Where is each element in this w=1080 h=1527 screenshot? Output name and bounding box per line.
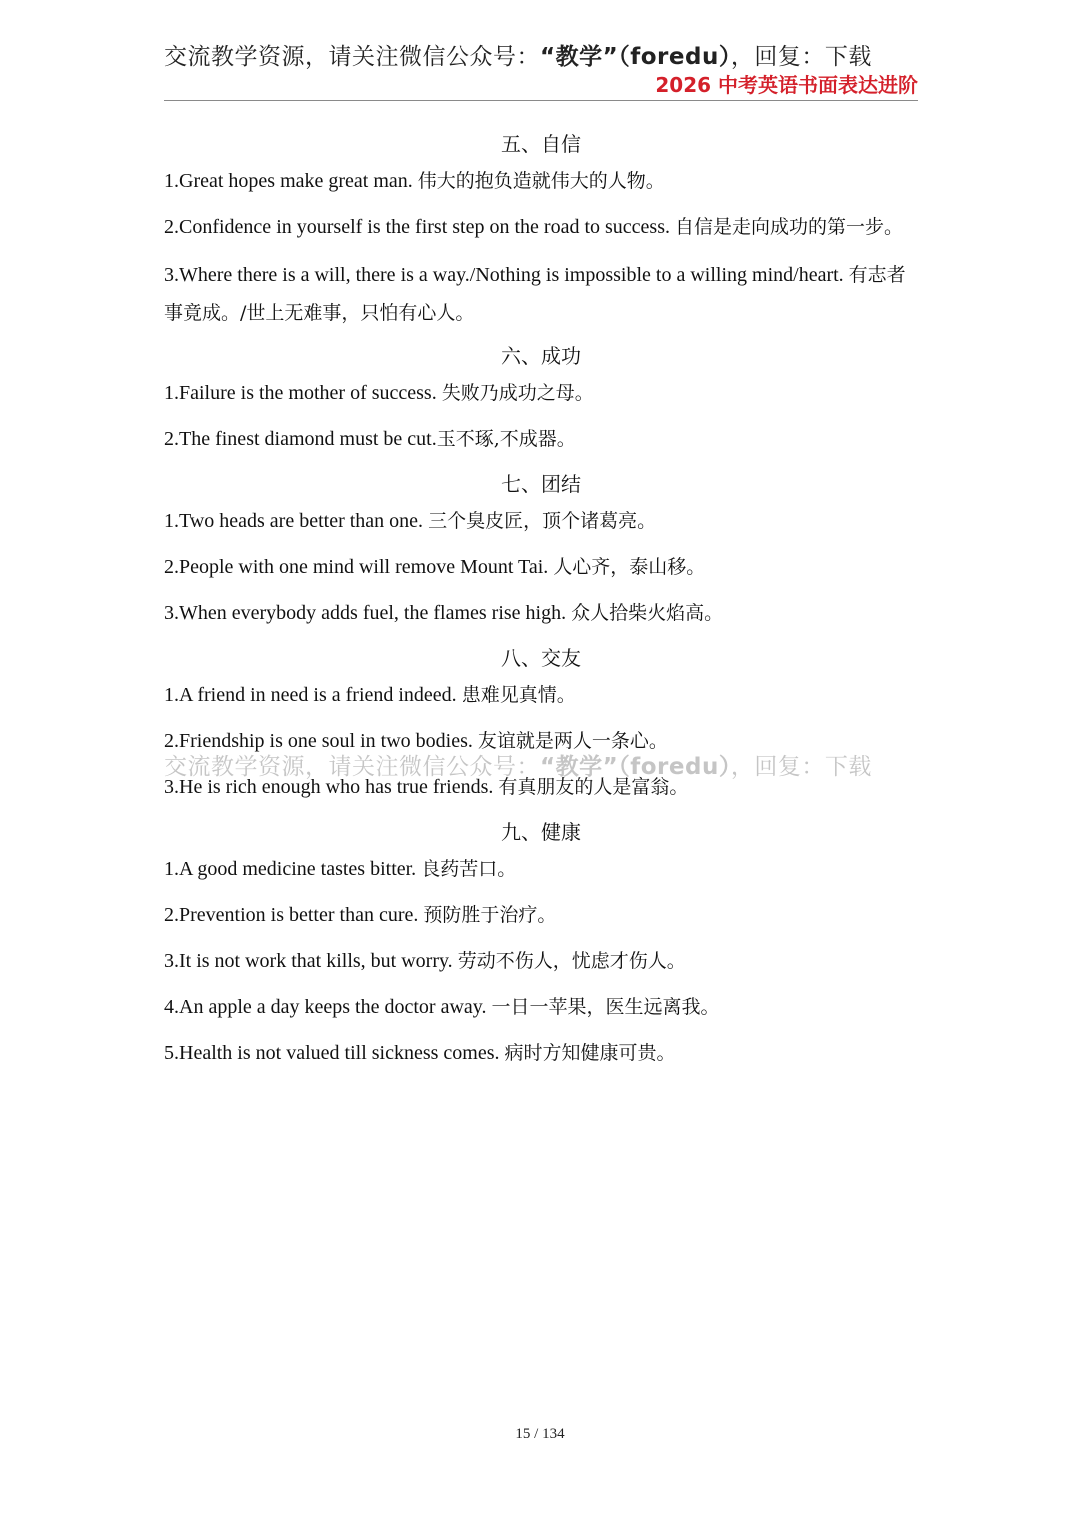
item-chinese: 劳动不伤人，忧虑才伤人。 (457, 950, 686, 972)
list-item (164, 1030, 918, 1076)
item-chinese: 预防胜于治疗。 (423, 904, 557, 926)
item-chinese: 三个臭皮匠，顶个诸葛亮。 (428, 510, 657, 532)
header-promo-line (164, 38, 872, 71)
list-item (164, 590, 918, 636)
section-friendship (164, 640, 918, 810)
document-body (164, 126, 918, 1076)
item-english: 2.Friendship is one soul in two bodies. (164, 730, 478, 752)
item-chinese: 一日一苹果，医生远离我。 (491, 996, 720, 1018)
item-chinese: 患难见真情。 (461, 684, 576, 706)
item-english: 4.An apple a day keeps the doctor away. (164, 996, 492, 1018)
list-item (164, 204, 918, 250)
item-english: 1.Failure is the mother of success. (164, 382, 442, 404)
item-chinese: 人心齐，泰山移。 (553, 556, 706, 578)
item-chinese: 伟大的抱负造就伟大的人物。 (417, 170, 665, 192)
list-item (164, 984, 918, 1030)
header-subtitle: 2026 中考英语书面表达进阶 (655, 73, 918, 97)
item-english: 3.When everybody adds fuel, the flames rise high. (164, 602, 572, 624)
header-promo-suffix: ，回复：下载 (730, 44, 872, 70)
list-item (164, 256, 918, 332)
item-chinese: 玉不琢,不成器。 (436, 428, 576, 450)
section-health (164, 814, 918, 1076)
list-item (164, 938, 918, 984)
item-english: 2.Prevention is better than cure. (164, 904, 424, 926)
list-item (164, 498, 918, 544)
item-chinese: 自信是走向成功的第一步。 (675, 216, 904, 238)
list-item (164, 158, 918, 204)
watermark-suffix: ，回复：下载 (730, 754, 872, 780)
watermark-account: “教学”（foredu） (540, 754, 731, 780)
item-english: 2.The finest diamond must be cut. (164, 428, 437, 450)
section-title: 六、成功 (501, 344, 581, 368)
item-english: 1.A friend in need is a friend indeed. (164, 684, 462, 706)
watermark-prefix: 交流教学资源，请关注微信公众号： (164, 754, 540, 780)
item-chinese: 病时方知健康可贵。 (504, 1042, 676, 1064)
list-item (164, 718, 918, 764)
item-chinese: 有真朋友的人是富翁。 (498, 776, 689, 798)
item-chinese: 有志者事竟成。/世上无难事，只怕有心人。 (164, 264, 906, 324)
page-number: 15 / 134 (515, 1426, 565, 1442)
section-title: 五、自信 (501, 132, 581, 156)
list-item (164, 846, 918, 892)
header-promo-prefix: 交流教学资源，请关注微信公众号： (164, 44, 540, 70)
section-unity (164, 466, 918, 636)
item-english: 2.People with one mind will remove Mount Tai. (164, 556, 554, 578)
item-english: 1.Two heads are better than one. (164, 510, 429, 532)
section-success (164, 338, 918, 462)
list-item (164, 370, 918, 416)
item-english: 3.It is not work that kills, but worry. (164, 950, 458, 972)
item-chinese: 众人拾柴火焰高。 (571, 602, 724, 624)
item-english: 1.A good medicine tastes bitter. (164, 858, 422, 880)
list-item (164, 544, 918, 590)
list-item (164, 416, 918, 462)
item-chinese: 失败乃成功之母。 (441, 382, 594, 404)
section-confidence (164, 126, 918, 332)
item-english: 5.Health is not valued till sickness comes. (164, 1042, 505, 1064)
item-english: 2.Confidence in yourself is the first step on the road to success. (164, 216, 675, 238)
item-english: 1.Great hopes make great man. (164, 170, 418, 192)
list-item (164, 672, 918, 718)
item-chinese: 友谊就是两人一条心。 (477, 730, 668, 752)
header-promo-account: “教学”（foredu） (540, 44, 731, 70)
section-title: 八、交友 (501, 646, 581, 670)
item-english: 3.Where there is a will, there is a way./Nothing is impossible to a willing mind/heart. (164, 264, 849, 286)
section-title: 七、团结 (501, 472, 581, 496)
item-english: 3.He is rich enough who has true friends. (164, 776, 499, 798)
section-title: 九、健康 (501, 820, 581, 844)
page-header (164, 38, 918, 101)
list-item (164, 764, 918, 810)
list-item (164, 892, 918, 938)
item-chinese: 良药苦口。 (421, 858, 517, 880)
